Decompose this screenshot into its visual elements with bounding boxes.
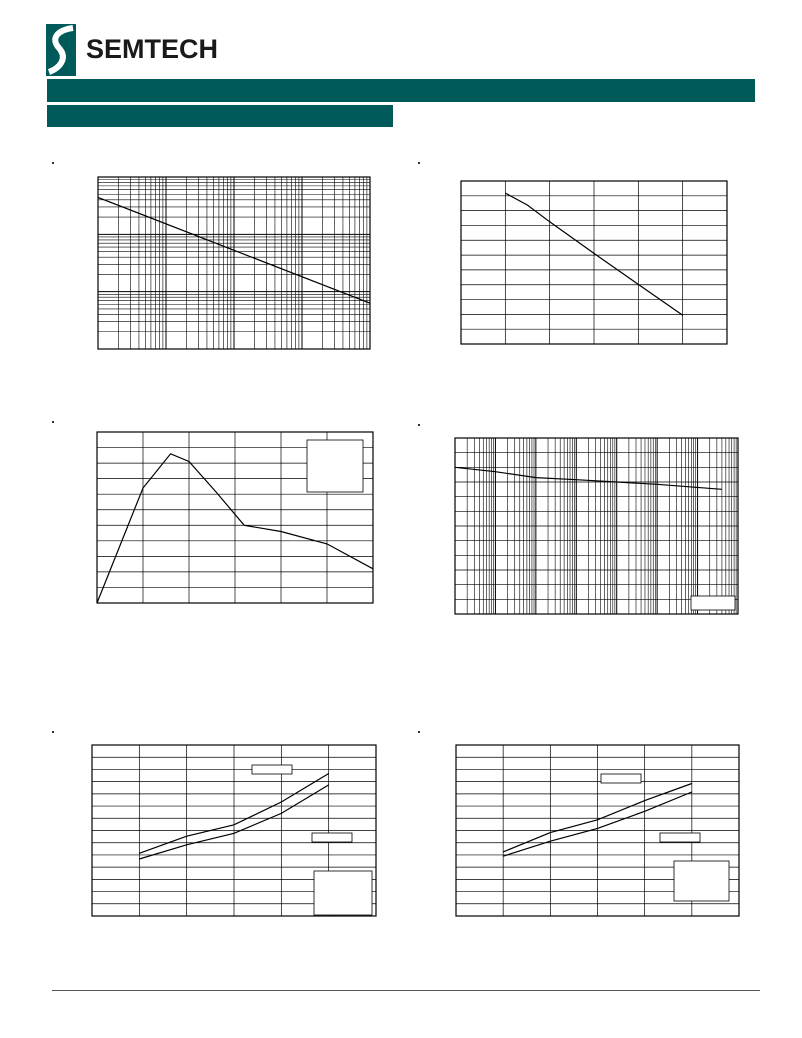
- chart-fig1: [98, 177, 370, 349]
- chart-fig4: [455, 438, 738, 614]
- annotation-box: [691, 596, 735, 610]
- annotation-box: [252, 765, 292, 774]
- header-band: [47, 79, 755, 102]
- figure-marker: [418, 424, 420, 426]
- figure-marker: [52, 162, 54, 164]
- footer-rule: [52, 990, 760, 991]
- figure-marker: [418, 162, 420, 164]
- chart-fig3: [97, 432, 373, 603]
- semtech-s-mark-icon: [46, 24, 82, 76]
- chart-grid: [98, 177, 370, 349]
- chart-fig2: [461, 181, 727, 344]
- brand-name: SEMTECH: [86, 34, 219, 64]
- annotation-box: [660, 833, 700, 842]
- annotation-box: [674, 861, 729, 901]
- figure-marker: [52, 731, 54, 733]
- annotation-box: [312, 833, 352, 842]
- annotation-box: [601, 774, 641, 783]
- chart-grid: [461, 181, 727, 344]
- semtech-logo: [46, 24, 286, 76]
- section-band: [47, 105, 393, 127]
- figure-marker: [418, 731, 420, 733]
- chart-fig5: [92, 745, 376, 916]
- chart-grid: [455, 438, 738, 614]
- figure-marker: [52, 421, 54, 423]
- annotation-box: [307, 440, 363, 492]
- annotation-box: [314, 871, 372, 915]
- chart-fig6: [456, 745, 739, 916]
